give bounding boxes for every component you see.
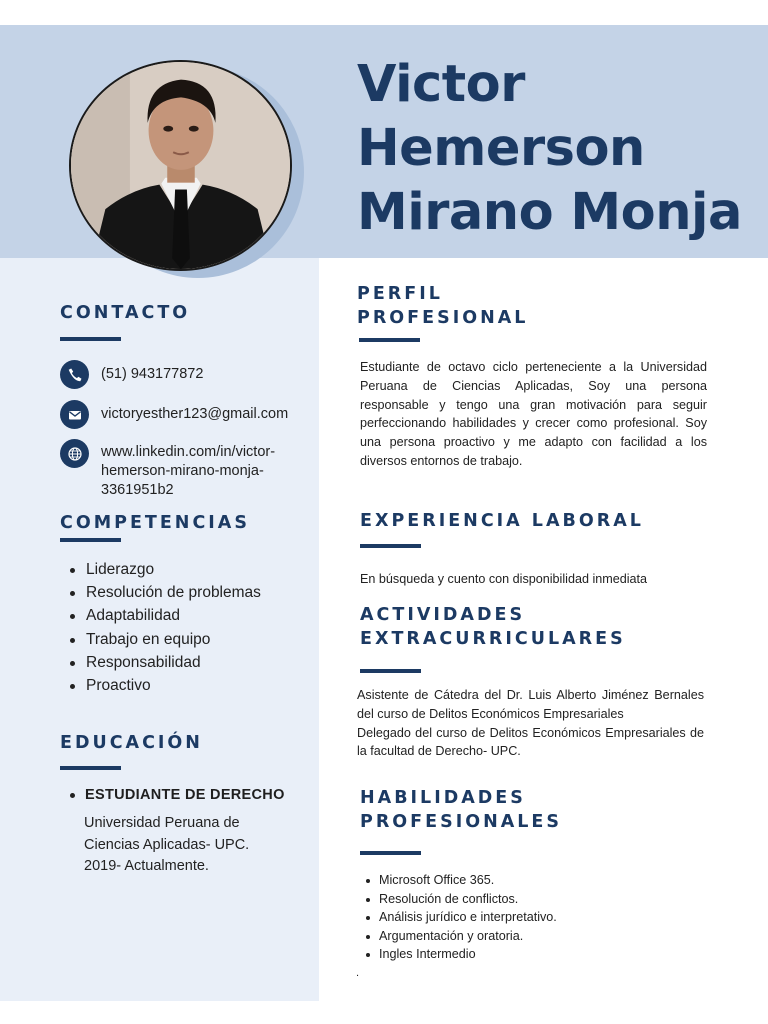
competencias-list	[68, 558, 261, 697]
educacion-entry	[68, 785, 298, 878]
actividades-rule	[360, 669, 421, 673]
habilidades-list	[362, 871, 557, 964]
experiencia-title: EXPERIENCIA LABORAL	[360, 511, 644, 531]
competencias-title: COMPETENCIAS	[60, 513, 250, 533]
phone-text[interactable]: (51) 943177872	[101, 366, 204, 382]
list-item: Resolución de problemas	[68, 581, 261, 604]
globe-icon	[60, 439, 89, 468]
mail-icon	[60, 400, 89, 429]
contact-title: CONTACTO	[60, 303, 191, 323]
profile-photo	[69, 60, 292, 271]
edu-school: Universidad Peruana de Ciencias Aplicadas- UPC. 2019- Actualmente.	[84, 815, 250, 874]
linkedin-text[interactable]: www.linkedin.com/in/victor-hemerson-mirano-monja-3361951b2	[101, 444, 276, 498]
trailing-mark: .	[356, 967, 360, 979]
actividades-title-line-2: EXTRACURRICULARES	[360, 628, 626, 649]
actividades-text	[357, 686, 704, 761]
perfil-rule	[359, 338, 420, 342]
experiencia-text: En búsqueda y cuento con disponibilidad inmediata	[360, 572, 648, 586]
habilidades-title-line-2: PROFESIONALES	[360, 811, 562, 832]
perfil-title-line-2: PROFESIONAL	[357, 307, 529, 328]
contact-rule	[60, 337, 121, 341]
list-item: Responsabilidad	[68, 651, 261, 674]
actividades-line-2: Delegado del curso de Delitos Económicos Empresariales de la facultad de Derecho- UPC.	[357, 725, 704, 759]
name-line-2: Hemerson	[357, 119, 645, 178]
full-name	[357, 53, 757, 245]
actividades-title	[360, 604, 626, 651]
phone-icon	[60, 360, 89, 389]
perfil-text: Estudiante de octavo ciclo perteneciente a la Universidad Peruana de Ciencias Aplicadas, Soy una persona responsable y tengo una gran motivación para seguir perfeccionando habilidades y crecer como profesional. Soy una persona proactivo y me adapto con facilidad a los diversos entornos de trabajo.	[360, 360, 707, 468]
perfil-title	[357, 283, 528, 330]
educacion-title: EDUCACIÓN	[60, 733, 203, 753]
actividades-line-1: Asistente de Cátedra del Dr. Luis Alberto Jiménez Bernales del curso de Delitos Económicos Empresariales	[357, 688, 704, 721]
list-item: Resolución de conflictos.	[362, 890, 557, 909]
list-item: Adaptabilidad	[68, 604, 261, 627]
habilidades-rule	[360, 851, 421, 855]
list-item: Análisis jurídico e interpretativo.	[362, 908, 557, 927]
name-line-3: Mirano Monja	[357, 183, 742, 242]
contact-phone-row	[60, 360, 203, 389]
habilidades-title	[360, 787, 562, 834]
email-text[interactable]: victoryesther123@gmail.com	[101, 406, 289, 422]
educacion-rule	[60, 766, 121, 770]
list-item: Liderazgo	[68, 558, 261, 581]
contact-email-row	[60, 400, 288, 429]
list-item: Proactivo	[68, 674, 261, 697]
list-item: Microsoft Office 365.	[362, 871, 557, 890]
edu-degree: ESTUDIANTE DE DERECHO	[68, 785, 298, 805]
perfil-title-line-1: PERFIL	[357, 284, 443, 304]
list-item: Argumentación y oratoria.	[362, 927, 557, 946]
experiencia-rule	[360, 544, 421, 548]
list-item: Trabajo en equipo	[68, 628, 261, 651]
contact-linkedin-row	[60, 439, 291, 500]
habilidades-title-line-1: HABILIDADES	[360, 788, 526, 808]
actividades-title-line-1: ACTIVIDADES	[360, 605, 526, 625]
competencias-rule	[60, 538, 121, 542]
name-line-1: Victor	[357, 55, 525, 114]
list-item: Ingles Intermedio	[362, 945, 557, 964]
